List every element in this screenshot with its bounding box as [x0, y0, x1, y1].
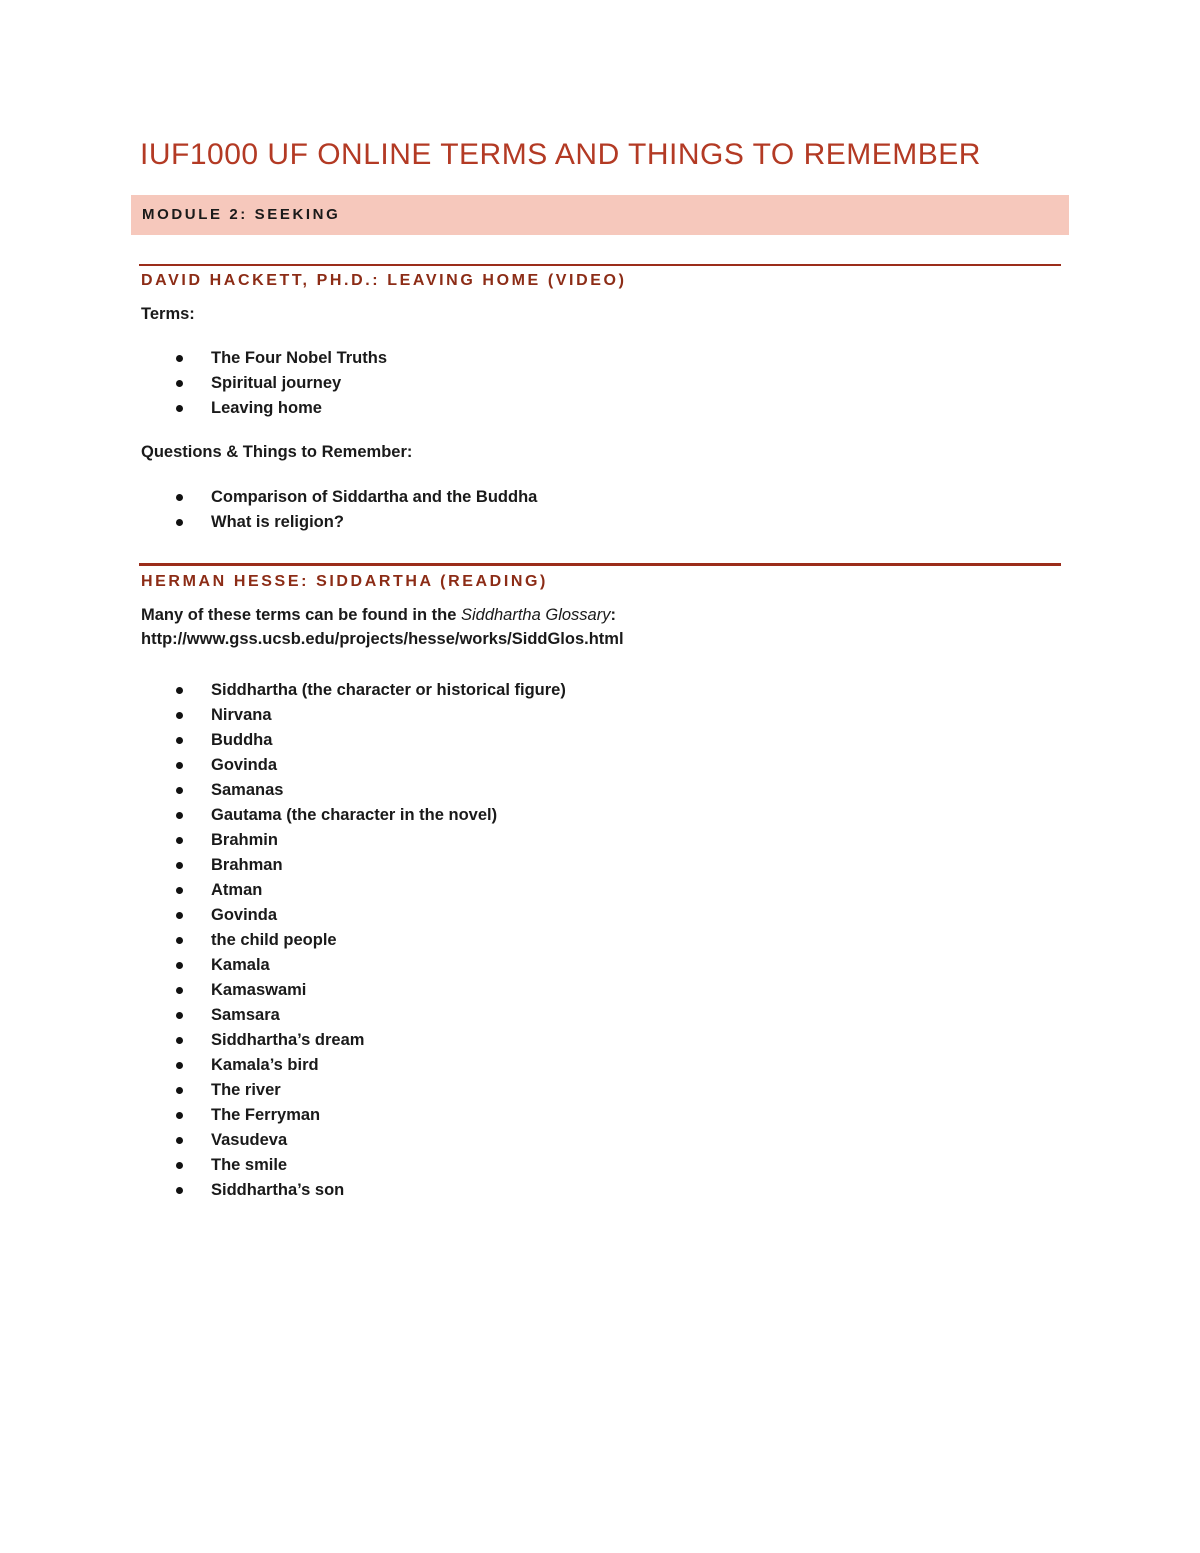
glossary-url[interactable]: http://www.gss.ucsb.edu/projects/hesse/works/SiddGlos.html	[141, 630, 624, 648]
bullet-icon	[176, 1112, 183, 1119]
bullet-icon	[176, 405, 183, 412]
terms-label: Terms:	[141, 305, 195, 323]
bullet-icon	[176, 519, 183, 526]
bullet-icon	[176, 837, 183, 844]
glossary-intro: Many of these terms can be found in the Siddhartha Glossary: http://www.gss.ucsb.edu/projects/hesse/works/SiddGlos.html	[141, 606, 624, 648]
bullet-icon	[176, 737, 183, 744]
bullet-icon	[176, 1187, 183, 1194]
bullet-icon	[176, 355, 183, 362]
bullet-icon	[176, 1037, 183, 1044]
bullet-icon	[176, 687, 183, 694]
module-heading-band	[131, 195, 1069, 235]
bullet-icon	[176, 787, 183, 794]
bullet-icon	[176, 1062, 183, 1069]
section-heading-leaving-home: DAVID HACKETT, PH.D.: LEAVING HOME (VIDEO)	[141, 272, 627, 289]
bullet-icon	[176, 494, 183, 501]
document-title: IUF1000 UF ONLINE TERMS AND THINGS TO REMEMBER	[140, 138, 981, 171]
section-divider	[139, 264, 1061, 266]
bullet-icon	[176, 762, 183, 769]
section-divider	[139, 563, 1061, 566]
bullet-icon	[176, 1087, 183, 1094]
bullet-icon	[176, 887, 183, 894]
module-heading: MODULE 2: SEEKING	[142, 206, 341, 223]
bullet-icon	[176, 712, 183, 719]
document-page: IUF1000 UF ONLINE TERMS AND THINGS TO REMEMBER MODULE 2: SEEKING DAVID HACKETT, PH.D.: LEAVING HOME (VIDEO) Terms: The Four Nobel Truths Spiritual journey Leaving home Questions & Things to Remember: Comparison of Siddartha and the Buddha What is religion? HERMAN HESSE: SIDDARTHA (READING) Many of these terms can be found in the Siddhartha Glossary: http://www.gss.ucsb.edu/projects/hesse/works/SiddGlos.html Siddhartha (the character or historical figure) Nirvana Buddha Govinda Samanas Gautama (the character in the novel) Brahmin Brahman Atman Govinda the child people Kamala Kamaswami Samsara Siddhartha’s dream Kamala’s bird The river The Ferryman Vasudeva The smile Siddhartha’s son	[0, 0, 1200, 1553]
bullet-icon	[176, 812, 183, 819]
bullet-icon	[176, 862, 183, 869]
bullet-icon	[176, 962, 183, 969]
bullet-icon	[176, 987, 183, 994]
bullet-icon	[176, 380, 183, 387]
bullet-icon	[176, 1137, 183, 1144]
bullet-icon	[176, 937, 183, 944]
bullet-icon	[176, 1012, 183, 1019]
questions-label: Questions & Things to Remember:	[141, 443, 413, 461]
glossary-title: Siddhartha Glossary	[460, 606, 611, 624]
bullet-icon	[176, 1162, 183, 1169]
section-heading-siddartha: HERMAN HESSE: SIDDARTHA (READING)	[141, 573, 548, 590]
bullet-icon	[176, 912, 183, 919]
